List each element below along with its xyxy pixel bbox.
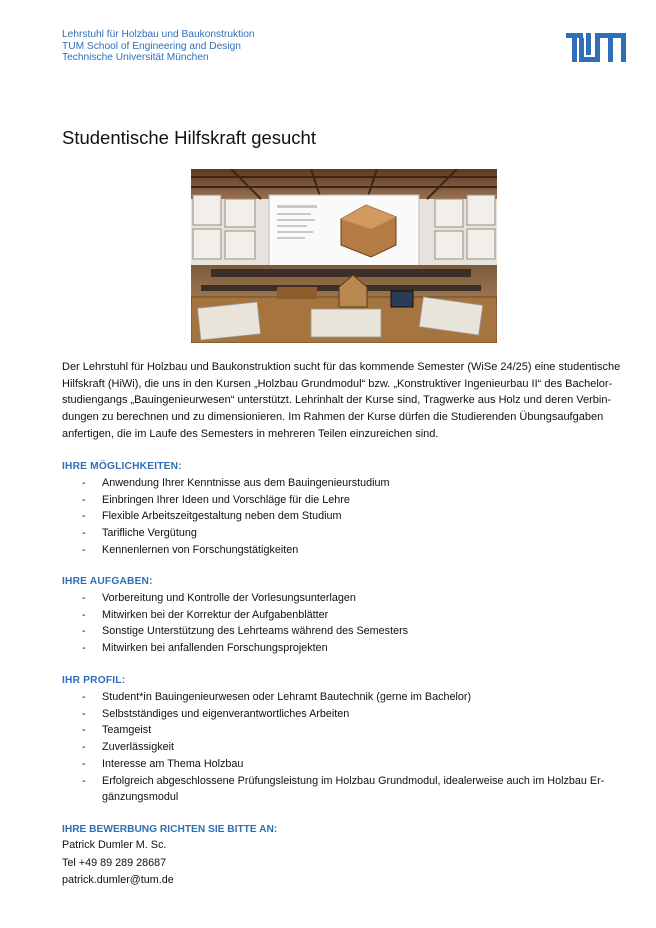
contact-block (62, 822, 277, 890)
contact-email[interactable]: patrick.dumler@tum.de (62, 874, 174, 887)
contact-heading: IHRE BEWERBUNG RICHTEN SIE BITTE AN: (62, 824, 278, 835)
intro-line: Der Lehrstuhl für Holzbau und Baukonstruktion sucht für das kommende Semester (WiSe 24/25) eine studentische (62, 361, 621, 373)
list-item: - Kennenlernen von Forschungstätigkeiten (82, 543, 299, 556)
list-item: - Einbringen Ihrer Ideen und Vorschläge für die Lehre (82, 493, 350, 506)
tasks-list (62, 590, 632, 657)
profile-list (62, 689, 632, 806)
page-title: Studentische Hilfskraft gesucht (62, 127, 316, 148)
list-item: - Anwendung Ihrer Kenntnisse aus dem Bauingenieurstudium (82, 477, 390, 489)
section-heading: IHRE AUFGABEN: (62, 576, 153, 587)
section-heading: IHR PROFIL: (62, 675, 126, 686)
list-item: - Mitwirken bei anfallenden Forschungsprojekten (82, 642, 328, 655)
header-line-school: TUM School of Engineering and Design (62, 40, 241, 52)
header-line-university: Technische Universität München (62, 52, 209, 64)
opportunities-list (62, 475, 632, 559)
intro-line: dungen zu berechnen und zu dimensionieren. Im Rahmen der Kurse dürfen die Studierenden Übungsaufgaben (62, 411, 604, 424)
list-item: - Sonstige Unterstützung des Lehrteams während des Semesters (82, 625, 409, 638)
list-item: - Student*in Bauingenieurwesen oder Lehramt Bautechnik (gerne im Bachelor) (82, 691, 472, 703)
section-heading: IHRE MÖGLICHKEITEN: (62, 461, 182, 472)
section-profile (62, 673, 632, 806)
lecture-hall-timber-illustration (191, 169, 497, 343)
list-item: - Erfolgreich abgeschlossene Prüfungsleistung im Holzbau Grundmodul, idealerweise auch im Holzbau Er- gänzungsmodul (62, 773, 632, 806)
list-item: - Vorbereitung und Kontrolle der Vorlesungsunterlagen (82, 592, 356, 604)
list-item: - Interesse am Thema Holzbau (82, 757, 244, 770)
chair-header (62, 29, 255, 64)
section-opportunities (62, 459, 632, 559)
intro-line: Hilfskraft (HiWi), die uns in den Kursen „Holzbau Grundmodul“ bzw. „Konstruktiver Ingenieurbau II“ des Bachelor- (62, 377, 613, 390)
section-tasks (62, 574, 632, 657)
intro-line: anfertigen, die im Laufe des Semesters in mehreren Teilen einzureichen sind. (62, 427, 439, 440)
header-line-chair: Lehrstuhl für Holzbau und Baukonstruktion (62, 29, 255, 40)
intro-paragraph (62, 359, 630, 443)
list-item-line: Erfolgreich abgeschlossene Prüfungsleistung im Holzbau Grundmodul, idealerweise auch im Holzbau Er- (102, 774, 605, 787)
list-item: - Zuverlässigkeit (82, 741, 175, 754)
list-item: - Tarifliche Vergütung (82, 527, 197, 540)
tum-logo (566, 33, 626, 62)
contact-phone: Tel +49 89 289 28687 (62, 856, 167, 869)
list-item-line: gänzungsmodul (102, 791, 179, 804)
list-item: - Mitwirken bei der Korrektur der Aufgabenblätter (82, 608, 329, 621)
intro-line: studiengangs „Bauingenieurwesen“ unterstützt. Lehrinhalt der Kurse sind, Tragwerke aus Holz und deren Verbin- (62, 394, 612, 407)
list-item: - Flexible Arbeitszeitgestaltung neben dem Studium (82, 510, 342, 523)
contact-name: Patrick Dumler M. Sc. (62, 839, 167, 851)
list-item: - Teamgeist (82, 724, 152, 737)
list-item: - Selbstständiges und eigenverantwortliches Arbeiten (82, 707, 350, 720)
